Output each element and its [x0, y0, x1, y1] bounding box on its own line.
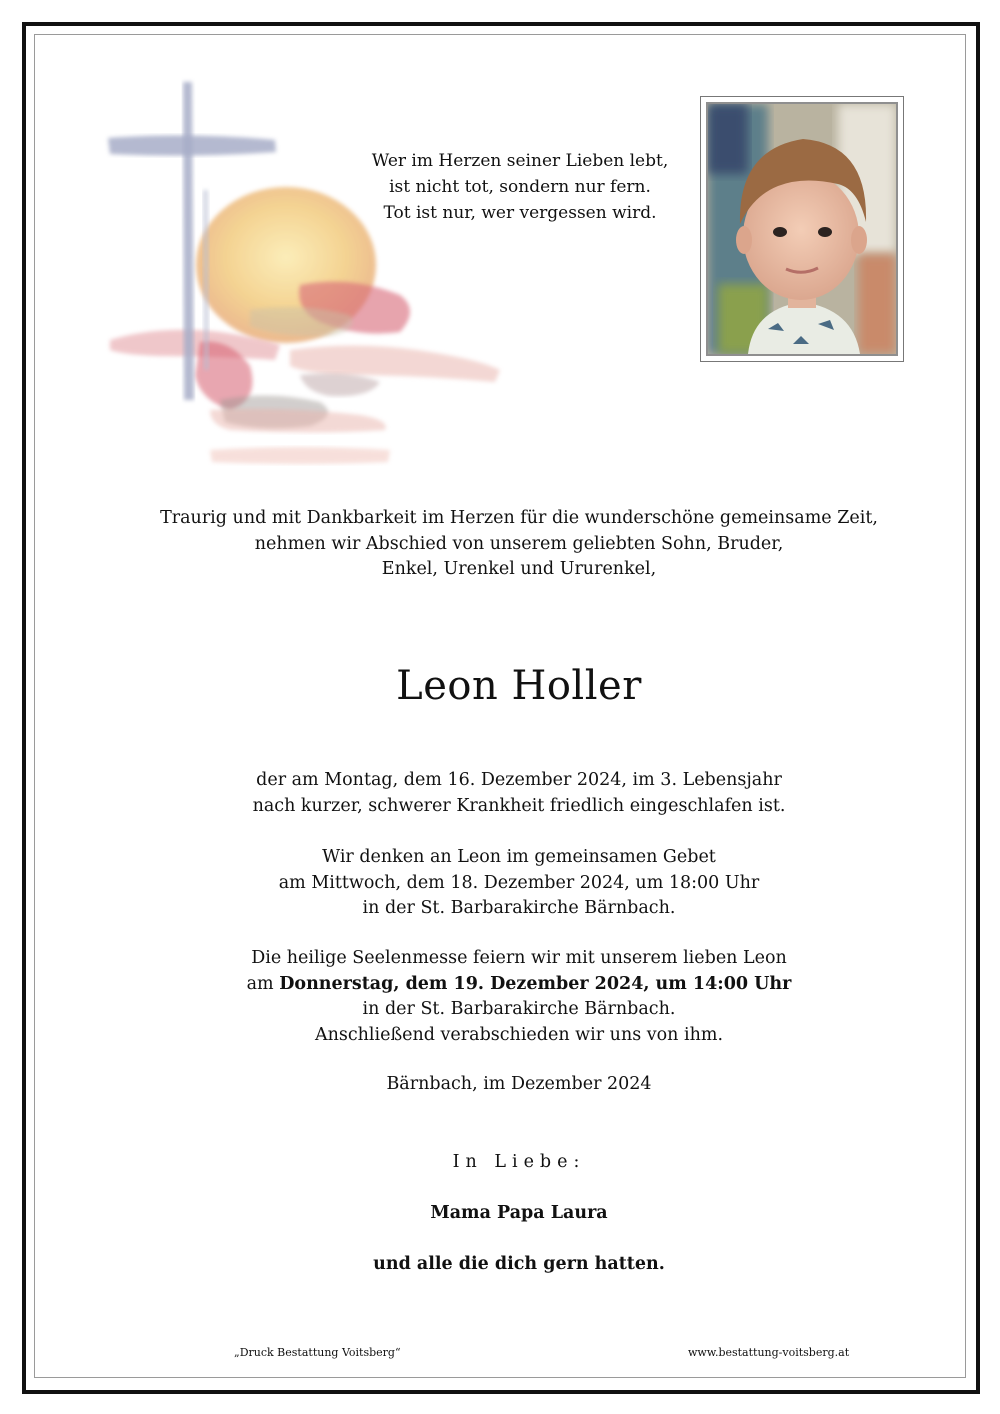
in-love-heading: In Liebe:	[452, 1152, 586, 1172]
death-line: der am Montag, dem 16. Dezember 2024, im 3. Lebensjahr	[256, 770, 782, 790]
quote-line: ist nicht tot, sondern nur fern.	[389, 177, 651, 197]
mass-line: Anschließend verabschieden wir uns von ihm.	[314, 1024, 724, 1045]
mass-line-prefix: am	[246, 973, 280, 994]
footer-printer: „Druck Bestattung Voitsberg“	[234, 1346, 401, 1359]
prayer-line: in der St. Barbarakirche Bärnbach.	[362, 898, 676, 918]
mass-line: in der St. Barbarakirche Bärnbach.	[362, 999, 676, 1019]
prayer-line: Wir denken an Leon im gemeinsamen Gebet	[322, 847, 716, 867]
footer-website: www.bestattung-voitsberg.at	[688, 1346, 850, 1359]
memorial-quote	[340, 148, 700, 226]
intro-line: Traurig und mit Dankbarkeit im Herzen für die wunderschöne gemeinsame Zeit,	[160, 508, 878, 528]
mass-details	[100, 946, 938, 1048]
mass-date-bold: Donnerstag, dem 19. Dezember 2024, um 14:00 Uhr	[279, 973, 792, 994]
prayer-line: am Mittwoch, dem 18. Dezember 2024, um 18:00 Uhr	[278, 872, 760, 893]
quote-line: Tot ist nur, wer vergessen wird.	[383, 203, 657, 223]
quote-line: Wer im Herzen seiner Lieben lebt,	[371, 151, 669, 171]
place-date: Bärnbach, im Dezember 2024	[386, 1074, 652, 1094]
child-portrait-photo	[706, 102, 898, 356]
intro-text	[100, 506, 938, 583]
death-details	[100, 768, 938, 819]
others-line: und alle die dich gern hatten.	[373, 1254, 665, 1274]
prayer-details	[100, 845, 938, 922]
mass-line	[100, 972, 938, 998]
watercolor-cross-sun-icon	[100, 70, 520, 480]
mass-line: Die heilige Seelenmesse feiern wir mit unserem lieben Leon	[251, 948, 787, 968]
death-line: nach kurzer, schwerer Krankheit friedlich eingeschlafen ist.	[252, 795, 786, 816]
portrait-illustration	[708, 104, 896, 354]
deceased-name: Leon Holler	[396, 663, 642, 709]
intro-line: nehmen wir Abschied von unserem geliebten Sohn, Bruder,	[254, 533, 784, 554]
family-names: Mama Papa Laura	[430, 1203, 608, 1223]
intro-line: Enkel, Urenkel und Ururenkel,	[381, 559, 657, 579]
portrait-frame	[700, 96, 904, 362]
